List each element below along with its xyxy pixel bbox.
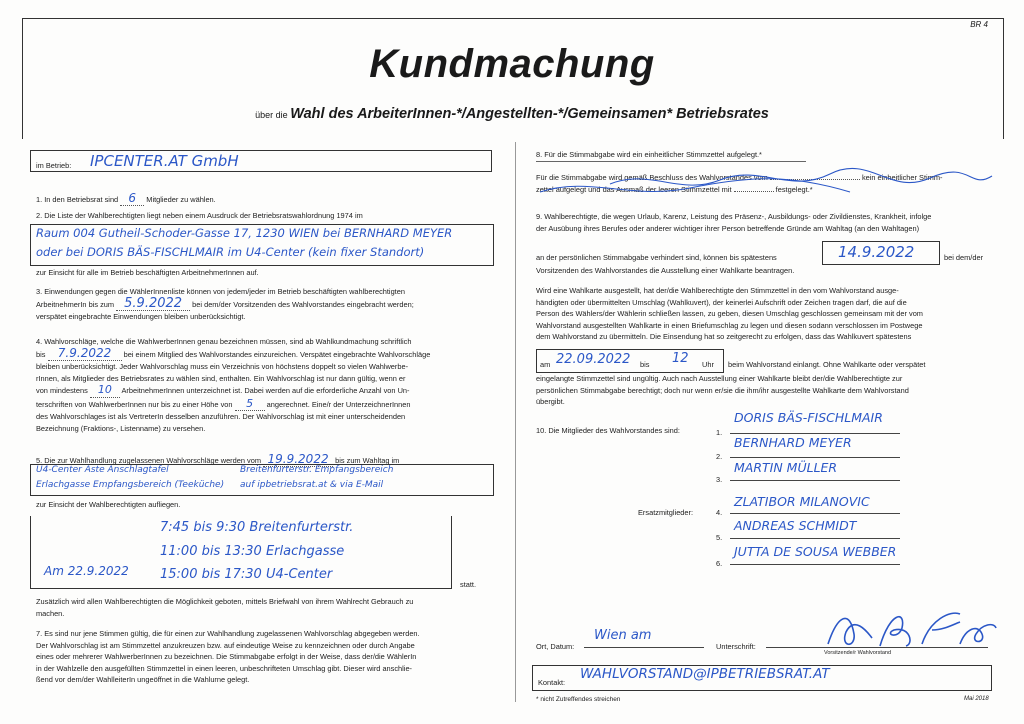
item6-t3: 15:00 bis 17:30 U4-Center [160, 567, 333, 582]
betrieb-value: IPCENTER.AT GmbH [90, 152, 239, 170]
ort-line [584, 647, 704, 648]
member-num-3: 3. [716, 475, 723, 484]
member-line-1 [730, 433, 900, 434]
item7-l3: eines oder mehrerer WahlwerberInnen zu bezeichnen. Die Stimmabgabe erfolgt in der Weise, dass der/die WählerIn [36, 652, 417, 661]
item4-l5 [36, 384, 498, 398]
wk-l4: Wahlvorstand ausgestellten Wahlkarte in einen Briefumschlag zu legen und diesen sodann verschlossen im Postwege [536, 320, 923, 330]
sig-label: Unterschrift: [716, 642, 756, 651]
item5-hw4: auf ipbetriebsrat.at & via E-Mail [240, 480, 384, 490]
edition: Mai 2018 [964, 696, 989, 702]
kontakt-label: Kontakt: [538, 678, 566, 687]
item9-l1: 9. Wahlberechtigte, die wegen Urlaub, Karenz, Leistung des Präsenz-, Ausbildungs- oder Zivildienstes, Krankheit, infolge [536, 212, 932, 221]
signature-mark [810, 604, 1000, 654]
member-num-5: 5. [716, 533, 723, 542]
strike-scribble [530, 166, 1000, 202]
item5-date: 19.9.2022 [267, 452, 329, 466]
item8-l2b: festgelegt.* [775, 184, 813, 194]
page-subtitle [0, 106, 1024, 122]
item4-date: 7.9.2022 [57, 345, 112, 360]
item4-l5a: von mindestens [36, 386, 88, 395]
subtitle-prefix: über die [255, 110, 288, 120]
wk-bis: bis [640, 360, 650, 369]
item4-max: 5 [246, 396, 254, 410]
wk-l7: eingelangte Stimmzettel sind ungültig. Auch nach Ausstellung einer Wahlkarte bleibt der/die Wahlberechtigte zur [536, 374, 903, 383]
wk-l6b: beim Wahlvorstand einlangt. Ohne Wahlkarte oder verspätet [728, 360, 926, 369]
item9-date: 14.9.2022 [838, 243, 915, 261]
footnote: * nicht Zutreffendes streichen [536, 696, 621, 703]
item4-l5b: ArbeitnehmerInnen unterzeichnet ist. Dabei werden auf die erforderliche Anzahl von Un- [121, 386, 410, 395]
item1-b: Mitglieder zu wählen. [146, 195, 216, 204]
item4-l2a: bis [36, 349, 46, 359]
item2-after: zur Einsicht für alle im Betrieb beschäftigten ArbeitnehmerInnen auf. [36, 268, 259, 277]
column-divider [515, 142, 516, 702]
item4-l4: rInnen, als Mitglieder des Betriebsrates zu wählen sind, enthalten. Ein Wahlvorschlag ist nur dann gültig, wenn er [36, 373, 406, 383]
betrieb-label: im Betrieb: [36, 161, 72, 170]
item4-l7: des Wahlvorschlages ist als VertreterIn desselben anzuführen. Der Wahlvorschlag ist mit einer unterscheidenden [36, 412, 406, 421]
item3-date: 5.9.2022 [124, 295, 183, 311]
brief-l1: Zusätzlich wird allen Wahlberechtigten die Möglichkeit geboten, mittels Briefwahl von ihrem Wahlrecht Gebrauch zu [36, 597, 414, 606]
member-line-4 [730, 513, 900, 514]
item9-l3b: bei dem/der [944, 253, 984, 262]
item10-label: 10. Die Mitglieder des Wahlvorstandes sind: [536, 426, 680, 435]
item7-l4: in der Wahlzelle den ausgefüllten Stimmzettel in einen leeren, unbeschrifteten Umschlag gibt. Dieser wird anschlie- [36, 663, 413, 673]
item8-title: 8. Für die Stimmabgabe wird ein einheitlicher Stimmzettel aufgelegt.* [536, 150, 762, 159]
item4-l3: bleiben unberücksichtigt. Jeder Wahlvorschlag muss ein Verzeichnis von höchstens doppelt so vielen Wahlwerbe- [36, 362, 409, 371]
ersatz-label: Ersatzmitglieder: [638, 508, 694, 517]
brief-l2: machen. [36, 608, 65, 618]
item4-l6 [36, 398, 498, 412]
item4-min: 10 [97, 383, 112, 396]
member-name-1: DORIS BÄS-FISCHLMAIR [734, 410, 883, 425]
item5-after: zur Einsicht der Wahlberechtigten aufliegen. [36, 500, 181, 509]
form-code: BR 4 [970, 20, 988, 29]
wk-am: am [540, 360, 551, 369]
item3-l2a: ArbeitnehmerIn bis zum [36, 299, 115, 309]
item6-t1: 7:45 bis 9:30 Breitenfurterstr. [160, 520, 354, 535]
ort-value: Wien am [594, 628, 652, 643]
item6-t2: 11:00 bis 13:30 Erlachgasse [160, 544, 345, 559]
member-name-6: JUTTA DE SOUSA WEBBER [734, 544, 897, 559]
page-title: Kundmachung [369, 42, 655, 86]
wahlkarte-2 [536, 373, 998, 408]
wk-date: 22.09.2022 [556, 352, 631, 367]
member-name-4: ZLATIBOR MILANOVIC [734, 494, 870, 509]
kontakt-value: WAHLVORSTAND@IPBETRIEBSRAT.AT [580, 666, 830, 682]
item6-statt: statt. [460, 580, 477, 589]
item5-hw2: Erlachgasse Empfangsbereich (Teeküche) [36, 480, 225, 490]
item3-l2b: bei dem/der Vorsitzenden des Wahlvorstandes eingebracht werden; [192, 299, 414, 309]
wk-l8: persönlichen Stimmabgabe berechtigt; doch nur wenn er/sie die ihm/ihr ausgestellte Wahlkarte dem Wahlvorstand [536, 385, 909, 395]
member-name-3: MARTIN MÜLLER [734, 460, 838, 475]
item8-underline [536, 161, 806, 162]
item7 [36, 628, 498, 686]
wk-hour: 12 [672, 351, 689, 366]
item8-l2a: zettel aufgelegt und das Ausmaß der leeren Stimmzettel mit [536, 184, 732, 194]
wk-l5: dem Wahlvorstand zu übermitteln. Die Einsendung hat so zeitgerecht zu erfolgen, dass das Wahlkuvert spätestens [536, 332, 912, 341]
item7-l2: Der Wahlvorschlag ist am Stimmzettel anzukreuzen bzw. auf eindeutige Weise zu kennzeichnen oder durch Angabe [36, 640, 415, 650]
item3-l2 [36, 295, 496, 312]
wk-l1: Wird eine Wahlkarte ausgestellt, hat der/die Wahlberechtigte den Stimmzettel in den vom Wahlvorstand ausge- [536, 286, 899, 295]
member-name-2: BERNHARD MEYER [734, 435, 852, 450]
member-name-5: ANDREAS SCHMIDT [734, 518, 857, 533]
briefwahl [36, 596, 498, 619]
item4-l2 [36, 345, 498, 362]
subtitle-main: Wahl des ArbeiterInnen-*/Angestellten-*/Gemeinsamen* Betriebsrates [290, 106, 769, 122]
item4-l6a: terschriften von WahlwerberInnen nur bis zu einer Höhe von [36, 399, 233, 409]
member-num-4: 4. [716, 508, 723, 517]
item3-l3: verspätet eingebrachte Einwendungen bleiben unberücksichtigt. [36, 312, 246, 321]
wk-uhr: Uhr [702, 360, 714, 369]
member-line-6 [730, 564, 900, 565]
item7-l1: 7. Es sind nur jene Stimmen gültig, die für einen zur Wahlhandlung zugelassenen Wahlvorschlag abgegeben werden. [36, 629, 420, 638]
item3-l1: 3. Einwendungen gegen die WählerInnenliste können von jedem/jeder im Betrieb beschäftigten wahlberechtigten [36, 287, 405, 296]
item2-hw2: oder bei DORIS BÄS-FISCHLMAIR im U4-Center (kein fixer Standort) [36, 245, 425, 259]
wk-l3: Person des Wählers/der Wählerin schließen lassen, zu geben, diesen Umschlag geschlossen gemeinsam mit der vom [536, 309, 923, 318]
sig-caption: Vorsitzende/r Wahlvorstand [824, 650, 892, 656]
item6-date: Am 22.9.2022 [44, 564, 129, 578]
member-line-2 [730, 457, 900, 458]
item2-hw1: Raum 004 Gutheil-Schoder-Gasse 17, 1230 WIEN bei BERNHARD MEYER [36, 226, 453, 240]
item8-l1a: Für die Stimmabgabe wird gemäß Beschluss des Wahlvorstandes vom [536, 173, 768, 182]
member-num-1: 1. [716, 428, 723, 437]
item1-blank [120, 191, 144, 206]
item4-l6b: angerechnet. Eine/r der UnterzeichnerInnen [266, 399, 411, 409]
member-num-2: 2. [716, 452, 723, 461]
item1-value: 6 [128, 191, 137, 205]
wk-l2: händigten oder übermittelten Umschlag (Wahlkuvert), der keinerlei Aufschrift oder Zeichen tragen darf, die auf die [536, 297, 907, 307]
member-line-3 [730, 480, 900, 481]
item2-text: 2. Die Liste der Wahlberechtigten liegt neben einem Ausdruck der Betriebsratswahlordnung 1974 im [36, 211, 363, 220]
member-line-5 [730, 538, 900, 539]
item4-l2b: bei einem Mitglied des Wahlvorstandes einzureichen. Verspätet eingebrachte Wahlvorschläge [123, 349, 431, 359]
item7-l5: ßend vor dem/der WahlleiterIn ungeöffnet in die Wahlurne gelegt. [36, 675, 250, 684]
item9-l3a: an der persönlichen Stimmabgabe verhindert sind, können bis spätestens [536, 253, 777, 262]
item4-l8: Bezeichnung (Fraktions-, Listenname) zu versehen. [36, 423, 206, 433]
item4 [36, 336, 498, 434]
item4-l1: 4. Wahlvorschläge, welche die WahlwerberInnen genau bezeichnen müssen, sind ab Wahlkundmachung schriftlich [36, 337, 412, 346]
member-num-6: 6. [716, 559, 723, 568]
item9-l4: Vorsitzenden des Wahlvorstandes die Ausstellung einer Wahlkarte beantragen. [536, 266, 795, 275]
wk-l9: übergibt. [536, 397, 565, 406]
item3 [36, 286, 496, 323]
wahlkarte [536, 285, 998, 343]
ort-label: Ort, Datum: [536, 642, 575, 651]
item1-text [36, 191, 216, 206]
item1-a: 1. In den Betriebsrat sind [36, 195, 119, 204]
item9 [536, 211, 998, 234]
item5-l1a: 5. Die zur Wahlhandlung zugelassenen Wahlvorschläge werden vom [36, 456, 261, 465]
item9-l2: der Ausübung ihres Berufes oder anderer wichtiger ihrer Person betreffende Gründe am Wahltag (an den Wahltagen) [536, 223, 920, 233]
item8-l1b: kein einheitlicher Stimm- [861, 173, 943, 182]
item5-hw3: Breitenfurterstr. Empfangsbereich [240, 465, 394, 475]
item5-hw1: U4-Center Aste Anschlagtafel [36, 465, 169, 475]
item5-l1b: bis zum Wahltag im [335, 456, 400, 465]
